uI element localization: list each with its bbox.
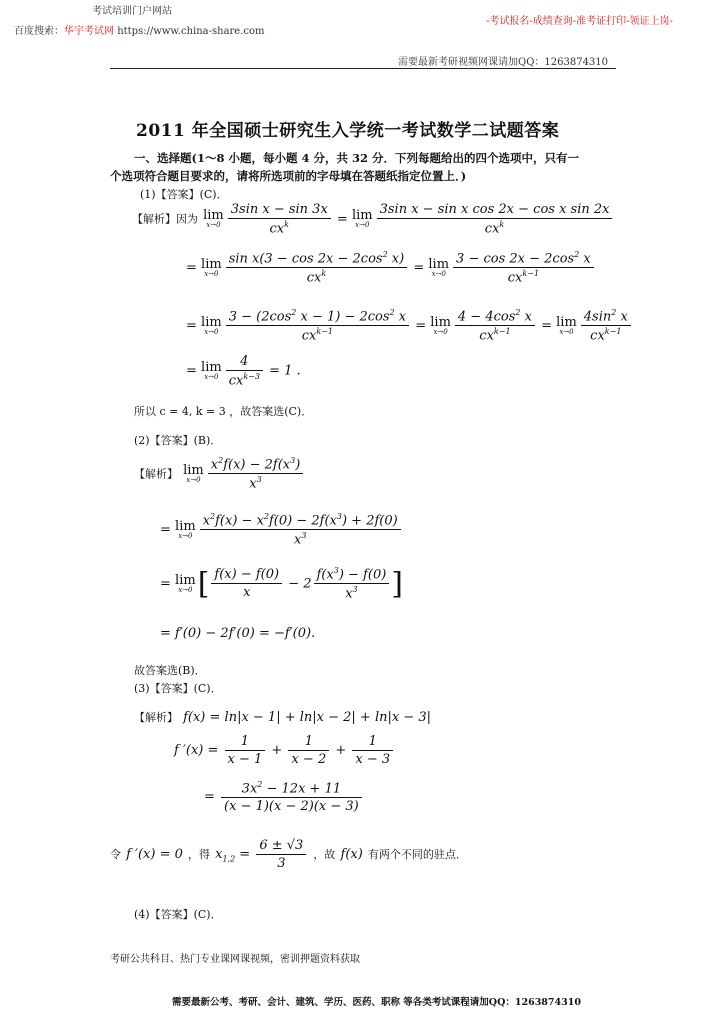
footer-promo: 考研公共科目、热门专业课网课视频，密训押题资料获取 [110,954,360,965]
q3-stationary-points: 令 f ′(x) = 0 ，得 $x_{1,2}$ = $\frac{6 \pm √3}{3}$ ，故 f(x) 有两个不同的驻点． [110,838,467,871]
nav-links[interactable]: -考试报名-成绩查询-准考证打印-领证上岗- [486,16,673,27]
q3-tail: 有两个不同的驻点． [367,848,467,861]
q3-analysis-label: 【解析】 [134,711,178,724]
q3-formula-line3: = $\frac{3x^2 - 12x + 11}{(x - 1)(x - 2)(x - 3)}$ [204,780,364,814]
q3-formula-line2: f ′(x) = $\frac{1}{x - 1}$ + $\frac{1}{x - 2}$ + $\frac{1}{x - 3}$ [174,734,395,767]
qq-note: 需要最新考研视频网课请加QQ：1263874310 [398,57,609,68]
q2-formula-line3: = lim x→0 [ $\frac{f(x) - f(0)}{x}$ − 2 $\frac{f(x^3) - f(0)}{x^3}$ ] [160,566,404,602]
search-brand-link[interactable]: 华宇考试网 [64,26,114,37]
q1-formula-line3: = lim x→0 $\frac{3 - (2\cos^2 x - 1) - 2\cos^2 x}{cx^{k-1}}$ = lim x→0 $\frac{4 - 4\cos^2 x}{cx^{k-1}}$ = lim x→0 $\frac{4\sin^2 x}{cx^{k-1}}$ [186,308,633,344]
search-url[interactable]: https://www.china-share.com [117,26,265,37]
site-name: 考试培训门户网站 [92,6,172,17]
q2-conclusion: 故答案选(B)． [134,664,206,677]
q1-formula-line4: = lim x→0 $\frac{4}{cx^{k-3}}$ = 1 . [186,354,301,389]
q1-formula-line2: = lim x→0 $\frac{\sin x(3 - \cos 2x - 2\cos^2 x)}{cx^k}$ = lim x→0 $\frac{3 - \cos 2x - 2\cos^2 x}{cx^{k-1}}$ [186,250,596,286]
q1-analysis-label: 【解析】因为 [132,212,198,226]
section-intro-line1: 一、选择题(1～8 小题，每小题 4 分，共 32 分．下列每题给出的四个选项中，只有一 [134,151,579,165]
header-divider [110,68,616,69]
q4-answer: (4)【答案】(C)． [134,908,222,921]
q3-gu: ，故 [313,848,336,861]
q3-de: ，得 [188,848,210,861]
q1-conclusion: 所以 c = 4, k = 3 ，故答案选(C)． [134,405,313,418]
q3-ling: 令 [110,848,121,861]
q3-formula-line1: 【解析】 f(x) = ln|x − 1| + ln|x − 2| + ln|x − 3| [134,710,432,725]
q1-formula-line1: 【解析】因为 lim x→0 $\frac{\text{3sin x − sin 3x}}{cx^k}$ = lim x→0 $\frac{\text{3sin x − sin x cos 2x − cos x sin 2x}}{cx^k}$ [132,202,614,236]
section-intro-line2: 个选项符合题目要求的，请将所选项前的字母填在答题纸指定位置上．) [110,169,467,183]
q2-formula-line4: = f′(0) − 2f′(0) = −f′(0). [160,626,316,641]
footer-contact: 需要最新公考、考研、会计、建筑、学历、医药、职称 等各类考试课程请加QQ：1263874310 [172,997,581,1008]
search-hint [14,22,265,37]
q3-answer: (3)【答案】(C)． [134,682,222,695]
page-title: 2011 年全国硕士研究生入学统一考试数学二试题答案 [136,121,560,141]
q1-answer: (1)【答案】(C)． [140,188,228,201]
search-prefix: 百度搜索： [14,26,64,37]
q2-answer: (2)【答案】(B)． [134,434,222,447]
q2-analysis-label: 【解析】 [134,467,178,481]
q2-formula-line2: = lim x→0 $\frac{x^2f(x) - x^2f(0) - 2f(x^3) + 2f(0)}{x^3}$ [160,512,403,548]
q2-formula-line1: 【解析】 lim x→0 $\frac{x^2f(x) - 2f(x^3)}{x^3}$ [134,456,305,492]
